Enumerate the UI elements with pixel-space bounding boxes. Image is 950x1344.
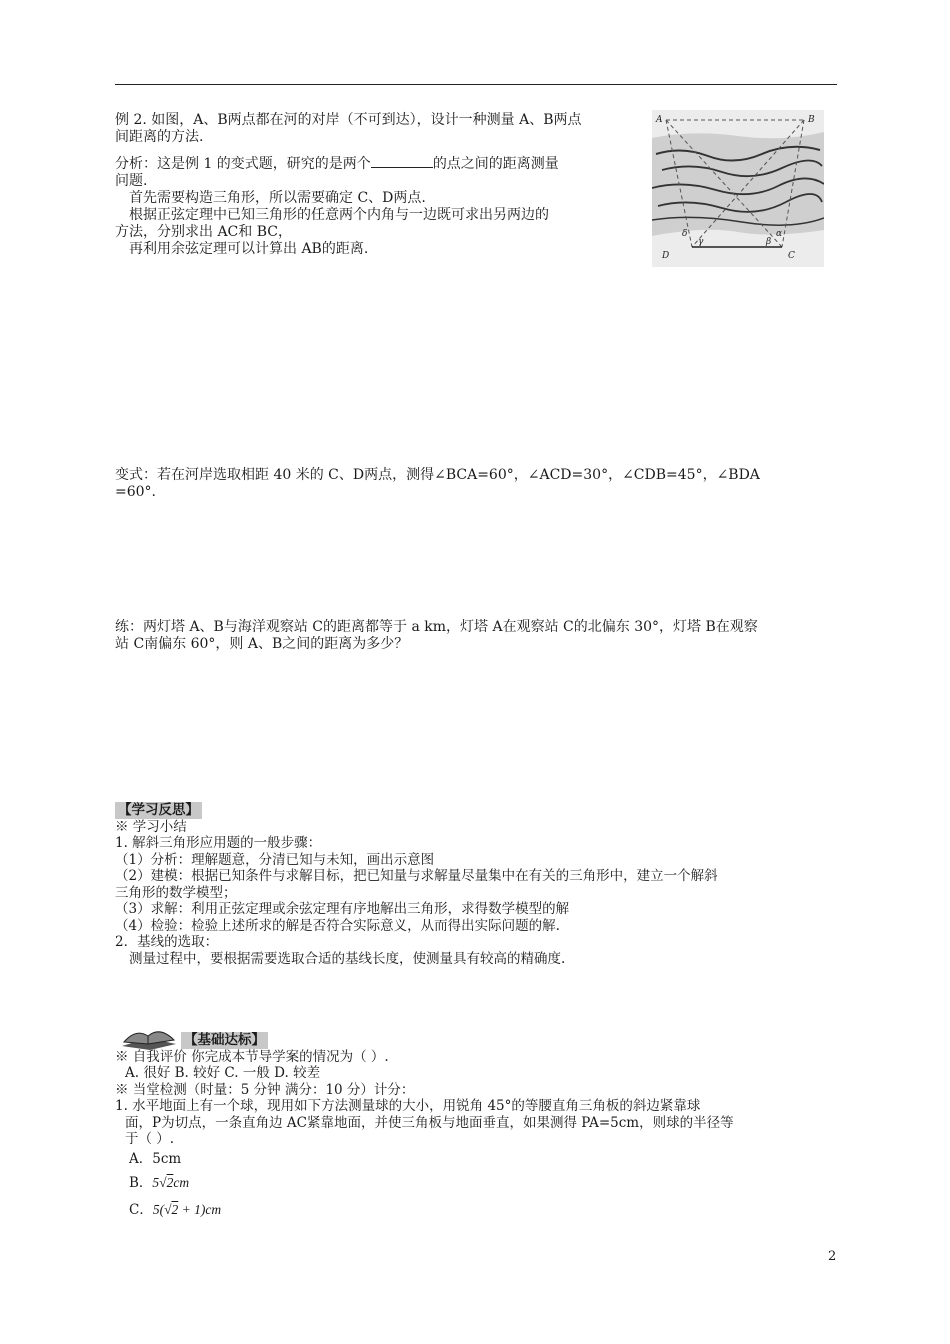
ex2-analysis-line-6: 再利用余弦定理可以计算出 AB的距离.: [129, 241, 369, 257]
fig-label-b: B: [808, 115, 815, 125]
fig-label-beta: β: [766, 237, 772, 247]
variant-line-2: =60°.: [115, 484, 156, 500]
basic-line-3: ※ 当堂检测（时量：5 分钟 满分：10 分）计分：: [115, 1081, 415, 1098]
fig-label-delta: δ: [682, 229, 688, 239]
basic-line-5: 面，P为切点，一条直角边 AC紧靠地面，并使三角板与地面垂直，如果测得 PA=5cm，则球的半径等: [125, 1114, 734, 1131]
reflect-line-8: 2．基线的选取：: [115, 934, 219, 950]
ex2-analysis-line-2: 问题.: [115, 173, 148, 189]
fig-label-d: D: [662, 251, 670, 261]
reflect-line-5: 三角形的数学模型；: [115, 884, 237, 901]
ex2-analysis-line-3: 首先需要构造三角形，所以需要确定 C、D两点.: [129, 190, 426, 206]
reflect-line-6: （3）求解：利用正弦定理或余弦定理有序地解出三角形，求得数学模型的解: [115, 901, 570, 917]
variant-question: [115, 467, 840, 501]
ex2-analysis-line-4: 根据正弦定理中已知三角形的任意两个内角与一边既可求出另两边的: [129, 207, 549, 223]
variant-line-1: 变式：若在河岸选取相距 40 米的 C、D两点，测得∠BCA=60°，∠ACD=30°，∠CDB=45°，∠BDA: [115, 467, 760, 483]
option-c: C．5(√2 + 1)cm: [129, 1201, 222, 1218]
basic-line-1: ※ 自我评价 你完成本节导学案的情况为（ ）.: [115, 1048, 389, 1065]
page-number: 2: [828, 1249, 837, 1264]
ex2-analysis-line-1: 分析：这是例 1 的变式题，研究的是两个 的点之间的距离测量: [115, 156, 559, 172]
reflect-line-3: （1）分析：理解题意，分清已知与未知，画出示意图: [115, 851, 435, 868]
ex2-analysis-line-5: 方法，分别求出 AC和 BC，: [115, 224, 292, 240]
option-a: A．5cm: [129, 1150, 182, 1167]
practice-line-1: 练：两灯塔 A、B与海洋观察站 C的距离都等于 a km，灯塔 A在观察站 C的北偏东 30°，灯塔 B在观察: [115, 619, 758, 635]
practice-line-2: 站 C南偏东 60°，则 A、B之间的距离为多少？: [115, 636, 409, 652]
river-figure: [652, 110, 824, 267]
header-rule: [115, 84, 837, 85]
basic-heading: 【基础达标】: [181, 1032, 268, 1049]
reflect-line-1: ※ 学习小结: [115, 818, 187, 835]
practice-question: [115, 619, 840, 653]
ex2-line-2: 间距离的方法.: [115, 129, 204, 145]
basic-line-4: 1. 水平地面上有一个球，现用如下方法测量球的大小，用锐角 45°的等腰直角三角板的斜边紧靠球: [115, 1098, 701, 1114]
basic-line-2: A. 很好 B. 较好 C. 一般 D. 较差: [125, 1065, 321, 1081]
reflect-line-7: （4）检验：检验上述所求的解是否符合实际意义，从而得出实际问题的解.: [115, 917, 560, 934]
basic-line-6: 于（ ）.: [125, 1131, 175, 1147]
basic-standards: [115, 1032, 840, 1218]
fig-label-gamma: γ: [698, 237, 704, 247]
reflect-line-2: 1. 解斜三角形应用题的一般步骤：: [115, 835, 322, 851]
reflect-heading: 【学习反思】: [115, 802, 202, 819]
fig-label-alpha: α: [776, 229, 783, 239]
fig-label-c: C: [788, 251, 795, 261]
reflect-line-4: （2）建模：根据已知条件与求解目标，把已知量与求解量尽量集中在有关的三角形中，建立一个解斜: [115, 868, 718, 884]
ex2-line-1: 例 2. 如图，A、B两点都在河的对岸（不可到达），设计一种测量 A、B两点: [115, 112, 582, 128]
example-2: [115, 112, 640, 258]
option-b: B．5√2cm: [129, 1175, 190, 1191]
fig-label-a: A: [656, 115, 663, 125]
fill-blank: [371, 155, 433, 168]
reflect-line-9: 测量过程中，要根据需要选取合适的基线长度，使测量具有较高的精确度.: [129, 950, 566, 967]
learning-reflection: [115, 802, 840, 967]
